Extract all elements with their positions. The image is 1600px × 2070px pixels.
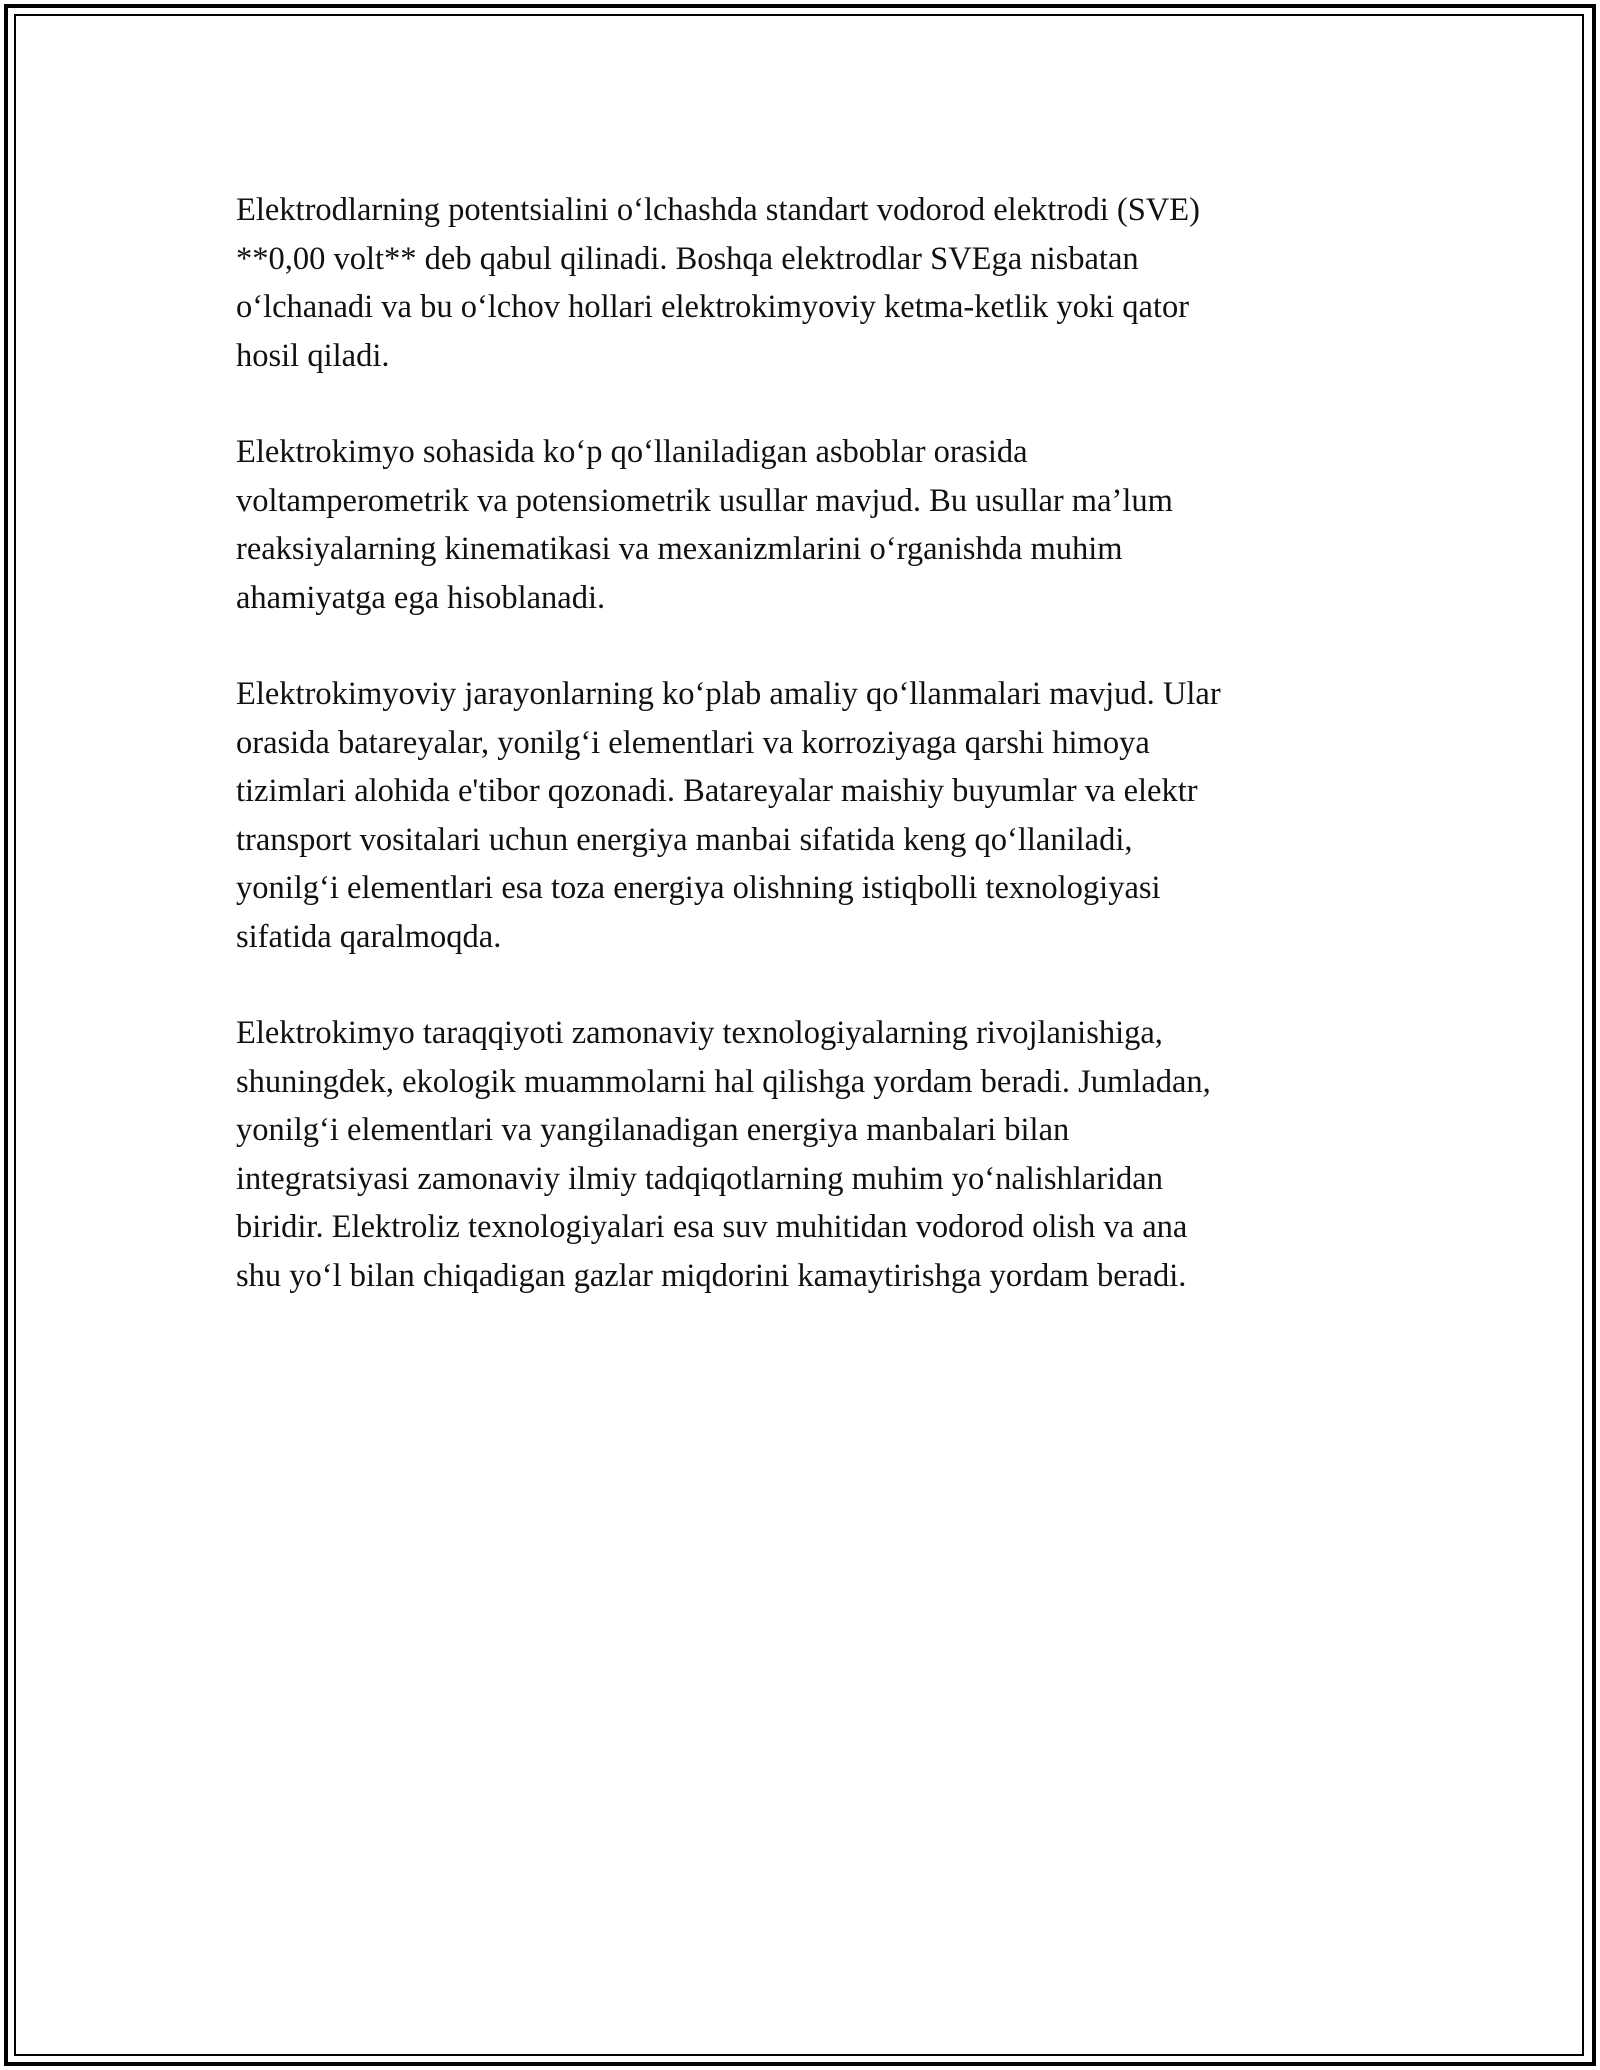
paragraph-electrochemistry-progress: Elektrokimyo taraqqiyoti zamonaviy texnologiyalarning rivojlanishiga, shuningdek, ekologik muammolarni hal qilishga yordam beradi. Jumladan, yonilg‘i elementlari va yangilanadigan energiya manbalari bilan integratsiyasi zamonaviy ilmiy tadqiqotlarning muhim yo‘nalishlaridan biridir. Elektroliz texnologiyalari esa suv muhitidan vodorod olish va ana shu yo‘l bilan chiqadigan gazlar miqdorini kamaytirishga yordam beradi. [236,1015,1211,1294]
paragraph-standard-hydrogen-electrode: Elektrodlarning potentsialini o‘lchashda standart vodorod elektrodi (SVE) **0,00 volt** deb qabul qilinadi. Boshqa elektrodlar SVEga nisbatan o‘lchanadi va bu o‘lchov hollari elektrokimyoviy ketma-ketlik yoki qator hosil qiladi. [236,192,1200,374]
paragraph-electrochemistry-methods: Elektrokimyo sohasida ko‘p qo‘llaniladigan asboblar orasida voltamperometrik va potensiometrik usullar mavjud. Bu usullar ma’lum reaksiyalarning kinematikasi va mexanizmlarini o‘rganishda muhim ahamiyatga ega hisoblanadi. [236,434,1173,616]
paragraph-practical-applications: Elektrokimyoviy jarayonlarning ko‘plab amaliy qo‘llanmalari mavjud. Ular orasida batareyalar, yonilg‘i elementlari va korroziyaga qarshi himoya tizimlari alohida e'tibor qozonadi. Batareyalar maishiy buyumlar va elektr transport vositalari uchun energiya manbai sifatida keng qo‘llaniladi, yonilg‘i elementlari esa toza energiya olishning istiqbolli texnologiyasi sifatida qaralmoqda. [236,676,1221,955]
document-body [236,186,1366,1348]
